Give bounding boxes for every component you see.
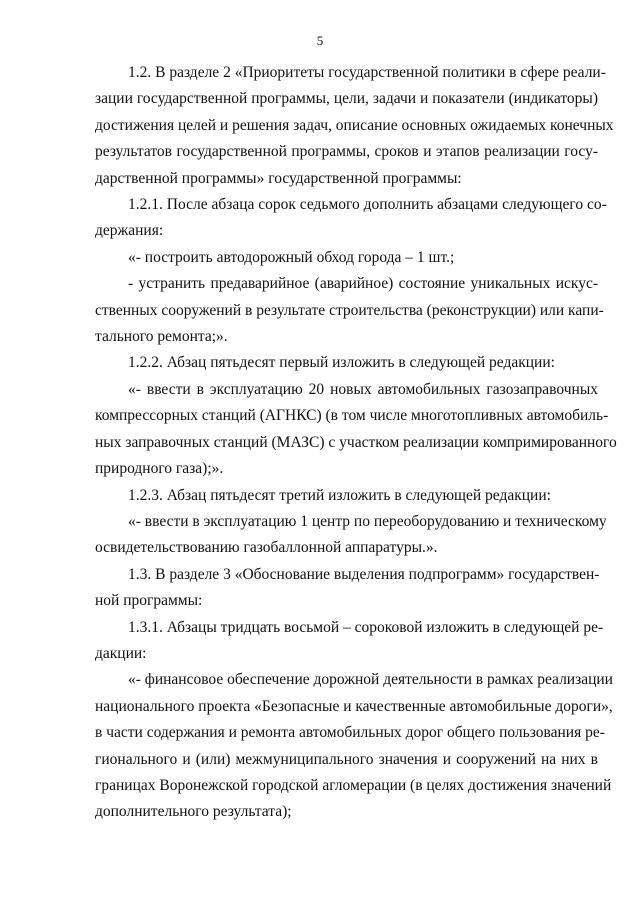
text-line: 1.2. В разделе 2 «Приоритеты государственной политики в сфере реали- <box>128 64 606 81</box>
paragraph <box>95 192 607 245</box>
text-line: ственных сооружений в результате строительства (реконструкции) или капи- <box>95 301 604 319</box>
text-line: гионального и (или) межмуниципального значения и сооружений на них в <box>95 750 598 768</box>
text-line: дакции: <box>95 644 147 662</box>
paragraph <box>95 350 598 376</box>
text-line: тального ремонта;». <box>95 328 228 346</box>
text-line: держания: <box>95 222 164 240</box>
text-line: достижения целей и решения задач, описание основных ожидаемых конечных <box>95 116 614 134</box>
text-line: дополнительного результата); <box>95 803 292 821</box>
text-line: границах Воронежской городской агломерации (в целях достижения значений <box>95 776 612 794</box>
paragraph <box>95 509 607 562</box>
text-line: освидетельствованию газобаллонной аппаратуры.». <box>95 539 438 557</box>
text-line: дарственной программы» государственной программы: <box>95 169 462 187</box>
text-line: «- ввести в эксплуатацию 20 новых автомобильных газозаправочных <box>128 380 598 398</box>
page-number: 5 <box>316 33 324 48</box>
text-line: результатов государственной программы, сроков и этапов реализации госу- <box>95 143 598 161</box>
text-line: 1.3.1. Абзацы тридцать восьмой – сороковой изложить в следующей ре- <box>128 618 604 636</box>
paragraph <box>95 562 598 615</box>
paragraph <box>95 271 604 350</box>
text-line: «- ввести в эксплуатацию 1 центр по переоборудованию и техническому <box>128 512 607 530</box>
paragraph <box>95 483 598 509</box>
text-line: зации государственной программы, цели, задачи и показатели (индикаторы) <box>95 90 598 108</box>
text-line: 1.2.2. Абзац пятьдесят первый изложить в следующей редакции: <box>128 354 555 372</box>
paragraph <box>95 615 604 668</box>
text-line: природного газа);». <box>95 460 224 478</box>
paragraph <box>95 667 613 825</box>
text-line: ной программы: <box>95 592 203 610</box>
text-line: 1.2.1. После абзаца сорок седьмого дополнить абзацами следующего со- <box>128 196 607 214</box>
paragraph <box>95 245 598 271</box>
paragraph <box>95 60 614 192</box>
text-line: национального проекта «Безопасные и качественные автомобильные дороги», <box>95 697 613 715</box>
document-body <box>95 60 617 826</box>
text-line: ных заправочных станций (МАЗС) с участком реализации компримированного <box>95 433 617 451</box>
text-line: 1.2.3. Абзац пятьдесят третий изложить в следующей редакции: <box>128 486 551 504</box>
text-line: в части содержания и ремонта автомобильных дорог общего пользования ре- <box>95 724 605 742</box>
text-line: 1.3. В разделе 3 «Обоснование выделения подпрограмм» государствен- <box>128 565 600 583</box>
paragraph <box>95 377 617 483</box>
text-line: - устранить предаварийное (аварийное) состояние уникальных искус- <box>128 275 598 293</box>
text-line: «- построить автодорожный обход города – 1 шт.; <box>128 248 455 266</box>
text-line: компрессорных станций (АГНКС) (в том числе многотопливных автомобиль- <box>95 407 609 425</box>
text-line: «- финансовое обеспечение дорожной деятельности в рамках реализации <box>128 671 613 689</box>
